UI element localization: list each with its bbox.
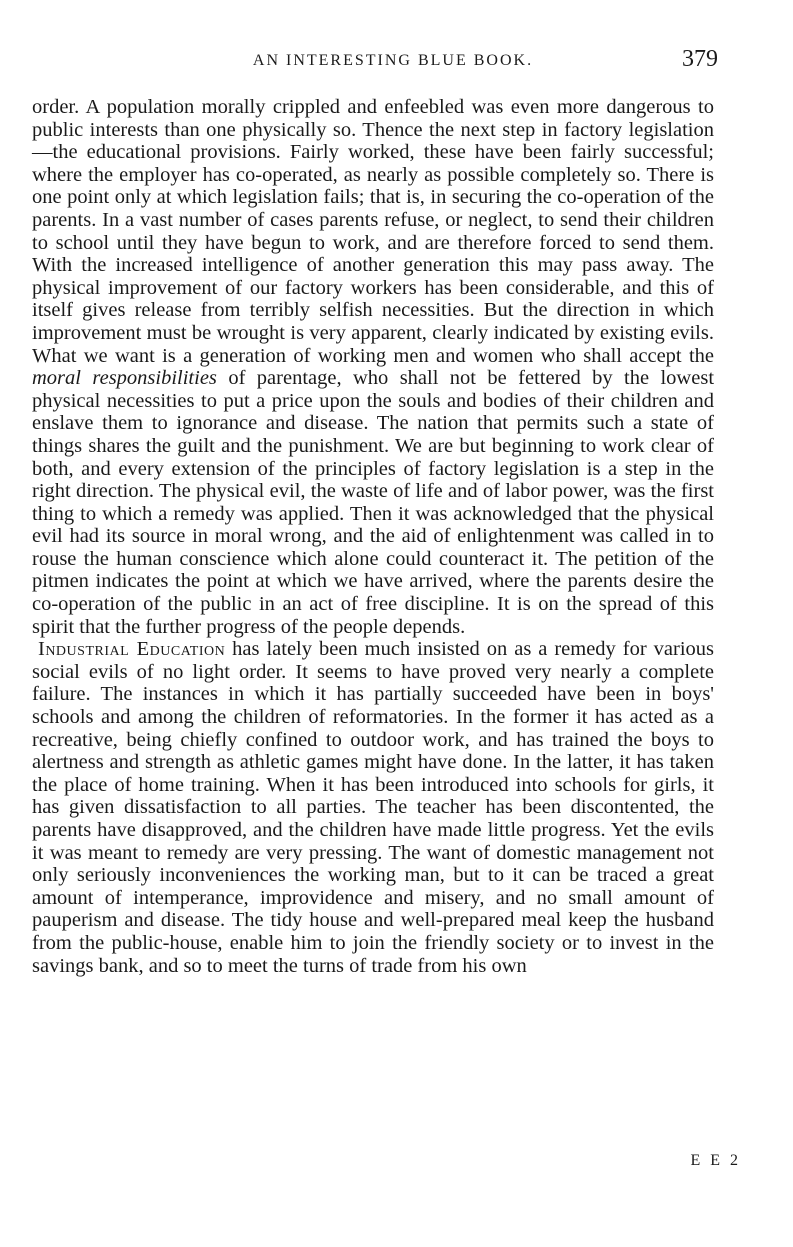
- paragraph-text: of parentage, who shall not be fettered by the lowest physical necessities to put a price upon the souls and bodies of their children and enslave them to ignorance and disease. The nation that permits such a state of things shares the guilt and the punishment. We are but beginning to work clear of both, and every extension of the principles of factory legislation is a step in the right direction. The physical evil, the waste of life and of labor power, was the first thing to which a remedy was applied. Then it was acknowledged that the physical evil had its source in moral wrong, and the aid of enlightenment was called in to rouse the human conscience which alone could counteract it. The petition of the pitmen indicates the point at which we have arrived, where the parents desire the co-operation of the public in an act of free discipline. It is on the spread of this spirit that the further progress of the people depends.: [32, 367, 715, 638]
- running-title: AN INTERESTING BLUE BOOK.: [252, 52, 534, 69]
- page-number: 379: [682, 46, 718, 72]
- page-header: [32, 46, 718, 76]
- book-page: [32, 46, 718, 977]
- paragraph-text: order. A population morally crippled and enfeebled was even more dangerous to public interests than one physically so. Thence the next step in factory legislation—the educational provisions. Fairly worked, these have been fairly successful; where the employer has co-operated, as nearly as possible completely so. There is one point only at which legislation fails; that is, in securing the co-operation of the parents. In a vast number of cases parents refuse, or neglect, to send their children to school until they have begun to work, and are therefore forced to send them. With the increased intelligence of another generation this may pass away. The physical improvement of our factory workers has been considerable, and this of itself gives release from terribly selfish necessities. But the direction in which improvement must be wrought is very apparent, clearly indicated by existing evils. What we want is a generation of working men and women who shall accept the: [32, 96, 714, 367]
- paragraph-text: has lately been much insisted on as a remedy for various social evils of no light order. It seems to have proved very nearly a complete failure. The instances in which it has partially succeeded have been in boys' schools and among the children of reformatories. In the former it has acted as a recreative, being chiefly confined to outdoor work, and has trained the boys to alertness and strength as athletic games might have done. In the latter, it has taken the place of home training. When it has been introduced into schools for girls, it has given dissatisfaction to all parties. The teacher has been discontented, the parents have disapproved, and the children have made little progress. Yet the evils it was meant to remedy are very pressing. The want of domestic management not only seriously inconveniences the working man, but to it can be traced a great amount of intemperance, improvidence and misery, and no small amount of pauperism and disease. The tidy house and well-prepared meal keep the husband from the public-house, enable him to join the friendly society or to invest in the savings bank, and so to meet the turns of trade from his own: [32, 638, 714, 977]
- italic-phrase: moral responsibilities: [32, 367, 217, 390]
- paragraph-lead: Industrial Education: [38, 638, 226, 661]
- body-text: [32, 96, 714, 977]
- paragraph-continuation: [32, 96, 714, 638]
- paragraph-industrial-education: [32, 638, 714, 977]
- printer-signature: E E 2: [690, 1152, 741, 1169]
